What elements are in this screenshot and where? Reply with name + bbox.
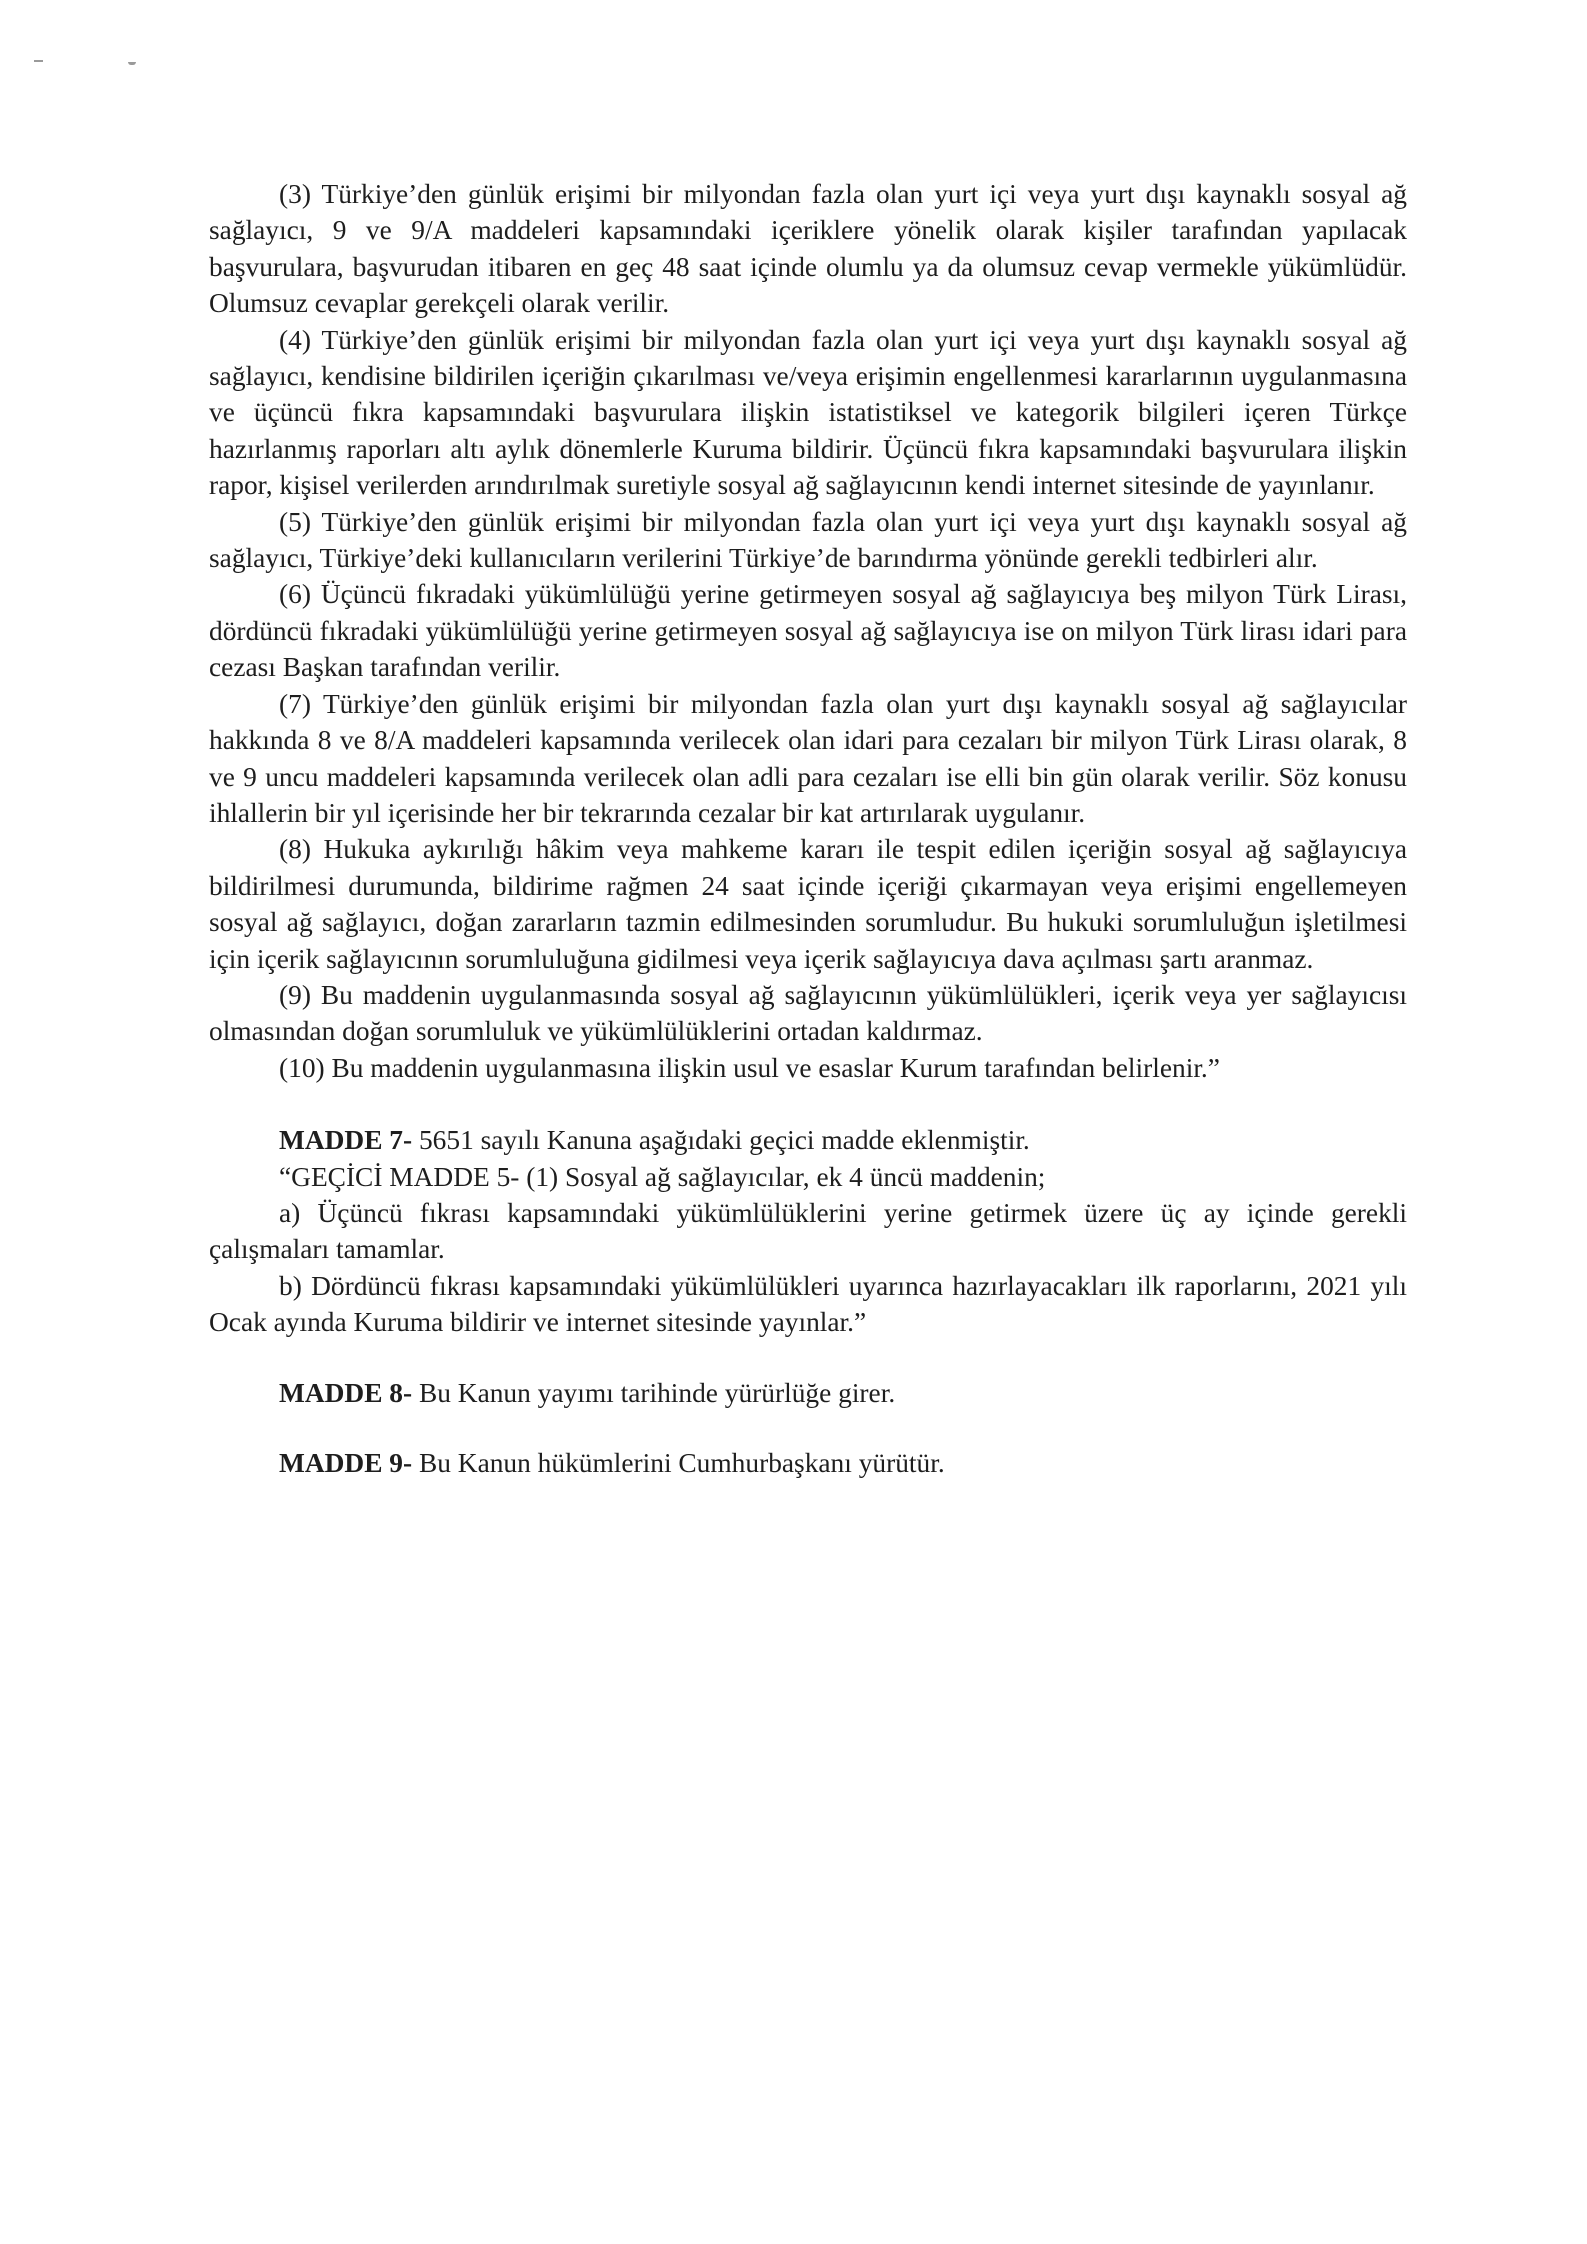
- law-text-body: [209, 176, 1407, 1481]
- madde-9-label: MADDE 9-: [279, 1448, 413, 1478]
- paragraph-8: (8) Hukuka aykırılığı hâkim veya mahkeme kararı ile tespit edilen içeriğin sosyal ağ sağlayıcıya bildirilmesi durumunda, bildirime rağmen 24 saat içinde içeriği çıkarmayan veya erişimi engellemeyen sosyal ağ sağlayıcı, doğan zararların tazmin edilmesinden sorumludur. Bu hukuki sorumluluğun işletilmesi için içerik sağlayıcının sorumluluğuna gidilmesi veya içerik sağlayıcıya dava açılması şartı aranmaz.: [209, 834, 1407, 974]
- madde-7-text: 5651 sayılı Kanuna aşağıdaki geçici madde eklenmiştir.: [412, 1125, 1030, 1156]
- madde-9-text: Bu Kanun hükümlerini Cumhurbaşkanı yürütür.: [412, 1448, 945, 1478]
- madde-9: [209, 1445, 1407, 1481]
- spacer: [209, 1411, 1407, 1445]
- paragraph-10: (10) Bu maddenin uygulanmasına ilişkin usul ve esaslar Kurum tarafından belirlenir.”: [279, 1052, 1220, 1083]
- paragraph-7: (7) Türkiye’den günlük erişimi bir milyondan fazla olan yurt dışı kaynaklı sosyal ağ sağlayıcılar hakkında 8 ve 8/A maddeleri kapsamında verilecek olan idari para cezaları bir milyon Türk Lirası olarak, 8 ve 9 uncu maddeleri kapsamında verilecek olan adli para cezaları ise elli bin gün olarak verilir. Söz konusu ihlallerin bir yıl içerisinde her bir tekrarında cezalar bir kat artırılarak uygulanır.: [209, 688, 1407, 828]
- paragraph-6: (6) Üçüncü fıkradaki yükümlülüğü yerine getirmeyen sosyal ağ sağlayıcıya beş milyon Türk Lirası, dördüncü fıkradaki yükümlülüğü yerine getirmeyen sosyal ağ sağlayıcıya ise on milyon Türk lirası idari para cezası Başkan tarafından verilir.: [209, 579, 1407, 683]
- madde-8: [209, 1375, 1407, 1411]
- paragraph-3: (3) Türkiye’den günlük erişimi bir milyondan fazla olan yurt içi veya yurt dışı kaynaklı sosyal ağ sağlayıcı, 9 ve 9/A maddeleri kapsamındaki içeriklere yönelik olarak kişiler tarafından yapılacak başvurulara, başvurudan itibaren en geç 48 saat içinde olumlu ya da olumsuz cevap vermekle yükümlüdür. Olumsuz cevaplar gerekçeli olarak verilir.: [209, 179, 1407, 319]
- gecici-madde-item-b: b) Dördüncü fıkrası kapsamındaki yükümlülükleri uyarınca hazırlayacakları ilk raporlarını, 2021 yılı Ocak ayında Kuruma bildirir ve internet sitesinde yayınlar.”: [209, 1270, 1407, 1338]
- spacer: [209, 1086, 1407, 1122]
- paragraph-9: (9) Bu maddenin uygulanmasında sosyal ağ sağlayıcının yükümlülükleri, içerik veya yer sağlayıcısı olmasından doğan sorumluluk ve yükümlülüklerini ortadan kaldırmaz.: [209, 979, 1407, 1047]
- madde-8-text: Bu Kanun yayımı tarihinde yürürlüğe girer.: [412, 1377, 896, 1408]
- spacer: [209, 1341, 1407, 1375]
- paragraph-4: (4) Türkiye’den günlük erişimi bir milyondan fazla olan yurt içi veya yurt dışı kaynaklı sosyal ağ sağlayıcı, kendisine bildirilen içeriğin çıkarılması ve/veya erişimin engellenmesi kararlarının uygulanmasına ve üçüncü fıkra kapsamındaki başvurulara ilişkin istatistiksel ve kategorik bilgileri içeren Türkçe hazırlanmış raporları altı aylık dönemlerle Kuruma bildirir. Üçüncü fıkra kapsamındaki başvurulara ilişkin rapor, kişisel verilerden arındırılmak suretiyle sosyal ağ sağlayıcının kendi internet sitesinde de yayınlanır.: [209, 324, 1407, 501]
- madde-8-label: MADDE 8-: [279, 1377, 413, 1408]
- paragraph-5: (5) Türkiye’den günlük erişimi bir milyondan fazla olan yurt içi veya yurt dışı kaynaklı sosyal ağ sağlayıcı, Türkiye’deki kullanıcıların verilerini Türkiye’de barındırma yönünde gerekli tedbirleri alır.: [209, 506, 1407, 574]
- gecici-madde-item-a: a) Üçüncü fıkrası kapsamındaki yükümlülüklerini yerine getirmek üzere üç ay içinde gerekli çalışmaları tamamlar.: [209, 1197, 1407, 1265]
- madde-7-label: MADDE 7-: [279, 1125, 413, 1156]
- gecici-madde-intro: “GEÇİCİ MADDE 5- (1) Sosyal ağ sağlayıcılar, ek 4 üncü maddenin;: [279, 1161, 1046, 1192]
- madde-7-heading: [209, 1122, 1407, 1158]
- scan-artifact-mark: [128, 62, 136, 65]
- scan-artifact-mark: [34, 60, 43, 62]
